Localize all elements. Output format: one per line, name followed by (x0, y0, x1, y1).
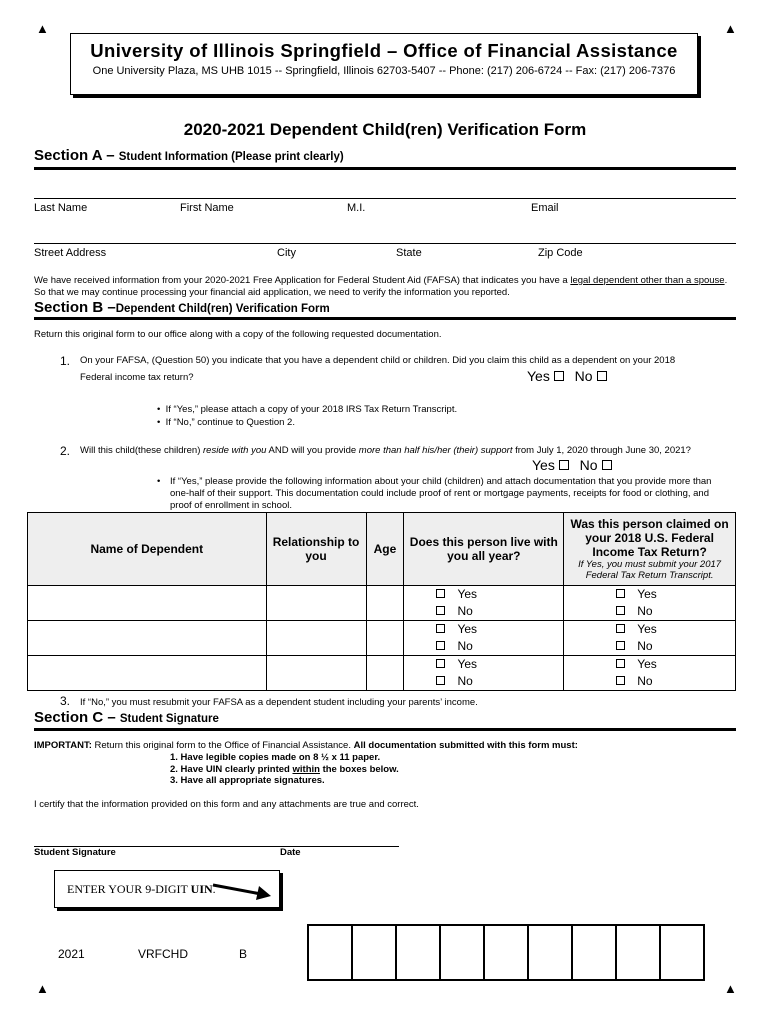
option-no-label: No (637, 604, 653, 618)
q2-text-b: reside with you (203, 445, 267, 456)
arrow-right-icon (211, 877, 273, 903)
option-yes-label: Yes (457, 587, 478, 601)
claimed-cell (564, 621, 736, 656)
name-fields-line (34, 198, 736, 199)
uin-prompt-c: . (212, 882, 216, 896)
option-no-label: No (637, 674, 653, 688)
option-yes-label: Yes (637, 657, 657, 671)
q2-text (80, 445, 691, 457)
section-b-rule (34, 317, 736, 320)
age-cell[interactable] (366, 586, 404, 621)
uin-digit-box[interactable] (439, 924, 485, 981)
relationship-cell[interactable] (266, 586, 366, 621)
q1-bullet-2: • If “No,” continue to Question 2. (157, 417, 295, 428)
requirement-2-b: the boxes below. (319, 764, 399, 775)
corner-marker-icon: ▲ (36, 21, 49, 36)
intro-underlined: legal dependent other than a spouse (570, 275, 725, 286)
live-no-option[interactable] (404, 673, 563, 690)
corner-marker-icon: ▲ (724, 981, 737, 996)
table-header-row (28, 513, 736, 586)
important-note (34, 740, 578, 752)
section-c-rule (34, 728, 736, 731)
q2-yes-label: Yes (532, 457, 555, 473)
q1-no-checkbox[interactable] (597, 371, 607, 381)
live-no-option[interactable] (404, 603, 563, 620)
q1-line-2: Federal income tax return? (80, 372, 194, 383)
q2-bullet: • If “Yes,” please provide the following information about your child (children) and attach documentation that you provide more than one-half of their support. This documentation could include proof of rent or mortgage payments, receipts for food or clothing, and proof of enrollment in school. (157, 476, 729, 512)
form-title: 2020-2021 Dependent Child(ren) Verification Form (183, 120, 587, 139)
checkbox-icon (616, 624, 625, 633)
uin-digit-box[interactable] (571, 924, 617, 981)
uin-digit-box[interactable] (483, 924, 529, 981)
uin-digit-box[interactable] (659, 924, 705, 981)
checkbox-icon (616, 659, 625, 668)
col-header-claimed-note: If Yes, you must submit your 2017 Federal Tax Return Transcript. (578, 559, 722, 581)
option-no-label: No (457, 639, 473, 653)
section-b-sublabel: Dependent Child(ren) Verification Form (115, 303, 330, 315)
section-b-heading (34, 299, 330, 316)
col-header-live-with: Does this person live with you all year? (404, 513, 564, 586)
option-yes-label: Yes (637, 587, 657, 601)
corner-marker-icon: ▲ (724, 21, 737, 36)
q1-bullet-1: • If “Yes,” please attach a copy of your 2018 IRS Tax Return Transcript. (157, 404, 458, 415)
footer-letter: B (239, 947, 248, 961)
uin-digit-box[interactable] (615, 924, 661, 981)
certification-text: I certify that the information provided on this form and any attachments are true and correct. (34, 799, 419, 810)
city-label: City (277, 247, 296, 259)
dependent-name-cell[interactable] (28, 586, 267, 621)
q2-yes-checkbox[interactable] (559, 460, 569, 470)
uin-digit-box[interactable] (307, 924, 353, 981)
requirement-2-a: 2. Have UIN clearly printed (170, 764, 293, 775)
dependents-table (27, 512, 736, 691)
q1-yes-checkbox[interactable] (554, 371, 564, 381)
q1-line-1: On your FAFSA, (Question 50) you indicate that you have a dependent child or children. Did you claim this child as a dependent on your 2018 (80, 355, 676, 366)
claimed-no-option[interactable] (564, 638, 735, 655)
mi-label: M.I. (347, 202, 366, 214)
first-name-label: First Name (180, 202, 234, 214)
option-no-label: No (637, 639, 653, 653)
requirement-2-underlined: within (292, 764, 320, 775)
q2-number: 2. (60, 444, 71, 458)
student-signature-label: Student Signature (34, 847, 116, 858)
claimed-no-option[interactable] (564, 673, 735, 690)
email-label: Email (531, 202, 559, 214)
footer-code: VRFCHD (138, 947, 188, 961)
intro-text-2: . So that we may continue processing your financial aid application, we need to verify the information you reported. (34, 275, 728, 298)
footer-year: 2021 (58, 947, 85, 961)
uin-digit-box[interactable] (395, 924, 441, 981)
section-b-label: Section B – (34, 299, 116, 316)
section-c-heading (34, 709, 219, 726)
col-header-claimed-text: Was this person claimed on your 2018 U.S. Federal Income Tax Return? (570, 517, 729, 559)
live-yes-option[interactable] (404, 656, 563, 673)
requirement-3: 3. Have all appropriate signatures. (170, 775, 325, 786)
claimed-yes-option[interactable] (564, 621, 735, 638)
live-yes-option[interactable] (404, 586, 563, 603)
claimed-no-option[interactable] (564, 603, 735, 620)
q2-bullet-text: If “Yes,” please provide the following information about your child (children) and attach documentation that you provide more than one-half of their support. This documentation could include proof of rent or mortgage payments, receipts for food or clothing, and proof of enrollment in school. (170, 476, 712, 511)
section-a-rule (34, 167, 736, 170)
claimed-cell (564, 656, 736, 691)
uin-prompt-b: UIN (190, 882, 213, 896)
intro-paragraph (34, 275, 736, 299)
header-box (70, 33, 698, 95)
q1-bullet-1-text: If “Yes,” please attach a copy of your 2018 IRS Tax Return Transcript. (165, 404, 458, 415)
col-header-relationship: Relationship to you (266, 513, 366, 586)
header-address: One University Plaza, MS UHB 1015 -- Springfield, Illinois 62703-5407 -- Phone: (217) 206-6724 -- Fax: (217) 206-7376 (92, 65, 676, 77)
checkbox-icon (436, 624, 445, 633)
live-yes-option[interactable] (404, 621, 563, 638)
zip-code-label: Zip Code (538, 247, 583, 259)
section-a-label: Section A – (34, 147, 119, 164)
live-with-cell (404, 621, 564, 656)
q2-text-e: from July 1, 2020 through June 30, 2021? (512, 445, 691, 456)
requirement-1: 1. Have legible copies made on 8 ½ x 11 paper. (170, 752, 381, 763)
q2-text-a: Will this child(these children) (80, 445, 204, 456)
checkbox-icon (436, 606, 445, 615)
uin-prompt-a: ENTER YOUR 9-DIGIT (67, 882, 191, 896)
return-instructions: Return this original form to our office along with a copy of the following requested documentation. (34, 329, 442, 340)
claimed-yes-option[interactable] (564, 656, 735, 673)
checkbox-icon (616, 606, 625, 615)
section-a-sublabel: Student Information (Please print clearly) (118, 151, 344, 163)
section-a-heading (34, 147, 344, 164)
option-no-label: No (457, 604, 473, 618)
dependent-name-cell[interactable] (28, 656, 267, 691)
q1-no-label: No (574, 368, 593, 384)
checkbox-icon (616, 676, 625, 685)
checkbox-icon (436, 641, 445, 650)
age-cell[interactable] (366, 621, 404, 656)
checkbox-icon (436, 676, 445, 685)
address-fields-line (34, 243, 736, 244)
live-with-cell (404, 586, 564, 621)
header-title: University of Illinois Springfield – Office of Financial Assistance (90, 40, 678, 61)
date-label: Date (280, 847, 301, 858)
uin-prompt-box (54, 870, 280, 908)
col-header-age: Age (366, 513, 404, 586)
q2-text-c: AND will you provide (266, 445, 359, 456)
intro-text-1: We have received information from your 2020-2021 Free Application for Federal Student Aid (FAFSA) that indicates you have a (34, 275, 571, 286)
last-name-label: Last Name (34, 202, 88, 214)
table-row (28, 656, 736, 691)
col-header-name: Name of Dependent (28, 513, 267, 586)
section-c-label: Section C – (34, 709, 120, 726)
option-yes-label: Yes (457, 622, 478, 636)
important-text: Return this original form to the Office of Financial Assistance. (91, 740, 354, 751)
table-row (28, 586, 736, 621)
uin-entry-boxes (307, 924, 703, 981)
option-no-label: No (457, 674, 473, 688)
corner-marker-icon: ▲ (36, 981, 49, 996)
uin-prompt (67, 882, 216, 897)
q1-yes-no (527, 368, 610, 384)
option-yes-label: Yes (637, 622, 657, 636)
checkbox-icon (616, 589, 625, 598)
state-label: State (396, 247, 422, 259)
claimed-cell (564, 586, 736, 621)
claimed-yes-option[interactable] (564, 586, 735, 603)
table-row (28, 621, 736, 656)
q1-bullet-2-text: If “No,” continue to Question 2. (165, 417, 295, 428)
uin-digit-box[interactable] (351, 924, 397, 981)
col-header-claimed (564, 513, 736, 586)
relationship-cell[interactable] (266, 621, 366, 656)
dependent-name-cell[interactable] (28, 621, 267, 656)
age-cell[interactable] (366, 656, 404, 691)
option-yes-label: Yes (457, 657, 478, 671)
live-no-option[interactable] (404, 638, 563, 655)
live-with-cell (404, 656, 564, 691)
important-label: IMPORTANT: (34, 740, 92, 751)
q2-yes-no (532, 457, 615, 473)
q2-no-label: No (579, 457, 598, 473)
important-bold-text: All documentation submitted with this form must: (353, 740, 578, 751)
uin-digit-box[interactable] (527, 924, 573, 981)
q3-number: 3. (60, 694, 71, 708)
q2-no-checkbox[interactable] (602, 460, 612, 470)
q3-text: If “No,” you must resubmit your FAFSA as a dependent student including your parents’ income. (80, 697, 478, 708)
relationship-cell[interactable] (266, 656, 366, 691)
section-c-sublabel: Student Signature (119, 713, 219, 725)
street-address-label: Street Address (34, 247, 107, 259)
checkbox-icon (436, 659, 445, 668)
checkbox-icon (616, 641, 625, 650)
q1-number: 1. (60, 354, 71, 368)
q1-yes-label: Yes (527, 368, 550, 384)
checkbox-icon (436, 589, 445, 598)
q2-text-d: more than half his/her (their) support (358, 445, 513, 456)
